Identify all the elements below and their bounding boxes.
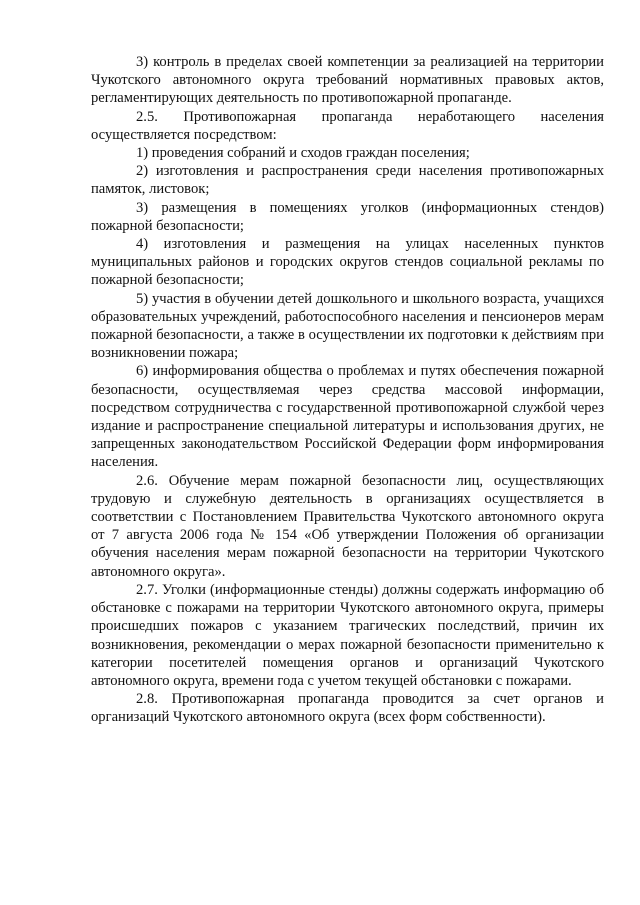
list-item-5: 5) участия в обучении детей дошкольного и школьного возраста, учащихся образовательных учреждений, работоспособного населения и пенсионеров мерам пожарной безопасности, а также в осуществлении их подготовки к действиям при возникновении пожара;	[91, 290, 604, 362]
paragraph-2-7: 2.7. Уголки (информационные стенды) должны содержать информацию об обстановке с пожарами на территории Чукотского автономного округа, примеры происшедших пожаров с указанием трагических последствий, причин их возникновения, рекомендации о мерах пожарной безопасности применительно к категории посетителей помещения органов и организаций Чукотского автономного округа, времени года с учетом текущей обстановки с пожарами.	[91, 581, 604, 689]
list-item-6: 6) информирования общества о проблемах и путях обеспечения пожарной безопасности, осуществляемая через средства массовой информации, посредством сотрудничества с государственной противопожарной службой через издание и распространение специальной литературы и использования других, не запрещенных законодательством Российской Федерации форм информирования населения.	[91, 363, 604, 471]
list-item-3: 3) размещения в помещениях уголков (информационных стендов) пожарной безопасности;	[91, 199, 604, 234]
paragraph-2-5: 2.5. Противопожарная пропаганда неработающего населения осуществляется посредством:	[91, 108, 604, 143]
paragraph-3-control: 3) контроль в пределах своей компетенции за реализацией на территории Чукотского автономного округа требований нормативных правовых актов, регламентирующих деятельность по противопожарной пропаганде.	[91, 54, 604, 107]
document-body	[91, 53, 604, 727]
list-item-2: 2) изготовления и распространения среди населения противопожарных памяток, листовок;	[91, 163, 604, 198]
list-item-1: 1) проведения собраний и сходов граждан поселения;	[136, 145, 470, 162]
paragraph-2-6: 2.6. Обучение мерам пожарной безопасности лиц, осуществляющих трудовую и служебную деятельность в организациях осуществляется в соответствии с Постановлением Правительства Чукотского автономного округа от 7 августа 2006 года № 154 «Об утверждении Положения об организации обучения населения мерам пожарной безопасности на территории Чукотского автономного округа».	[91, 472, 604, 580]
paragraph-2-8: 2.8. Противопожарная пропаганда проводится за счет органов и организаций Чукотского автономного округа (всех форм собственности).	[91, 691, 604, 726]
list-item-4: 4) изготовления и размещения на улицах населенных пунктов муниципальных районов и городских округов стендов социальной рекламы по пожарной безопасности;	[91, 236, 604, 289]
